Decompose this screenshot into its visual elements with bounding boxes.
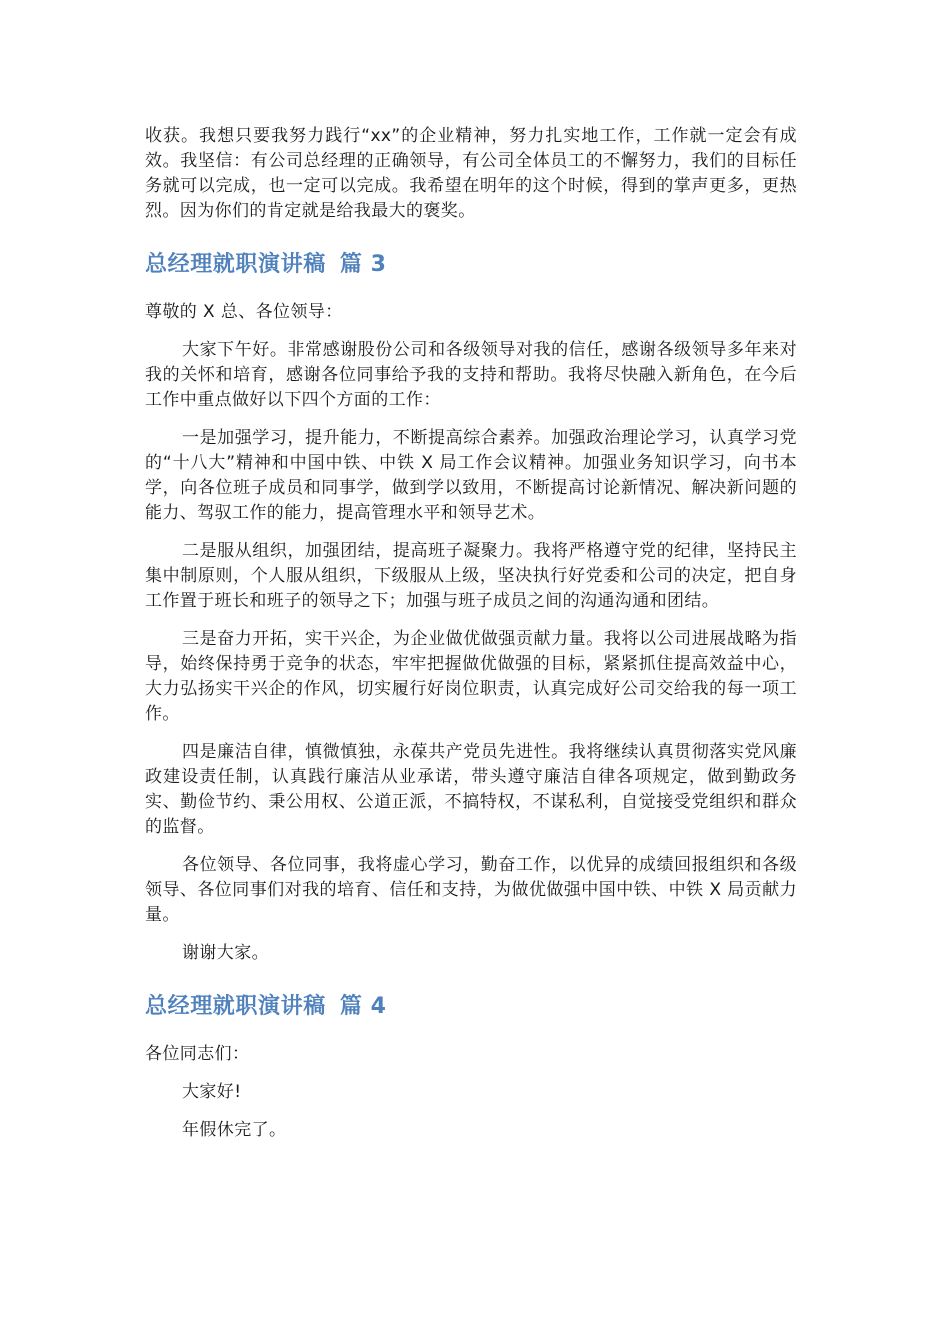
section-4-salutation: 各位同志们： — [145, 1044, 250, 1064]
section-3-number: 篇 3 — [339, 252, 387, 277]
section-3-heading — [145, 250, 797, 280]
section-4-paragraph: 年假休完了。 — [182, 1120, 287, 1140]
section-3-paragraph: 四是廉洁自律，慎微慎独，永葆共产党员先进性。我将继续认真贯彻落实党风廉政建设责任制，认真践行廉洁从业承诺，带头遵守廉洁自律各项规定，做到勤政务实、勤俭节约、秉公用权、公道正派，不搞特权，不谋私利，自觉接受党组织和群众的监督。 — [145, 742, 797, 837]
section-3-paragraph: 三是奋力开拓，实干兴企，为企业做优做强贡献力量。我将以公司进展战略为指导，始终保持勇于竞争的状态，牢牢把握做优做强的目标，紧紧抓住提高效益中心，大力弘扬实干兴企的作风，切实履行好岗位职责，认真完成好公司交给我的每一项工作。 — [145, 629, 797, 724]
section-4-paragraph: 大家好! — [182, 1082, 242, 1102]
section-3-closing: 谢谢大家。 — [182, 943, 269, 963]
section-3-salutation: 尊敬的 X 总、各位领导： — [145, 302, 343, 322]
section-4-number: 篇 4 — [339, 994, 387, 1019]
section-3-paragraph: 大家下午好。非常感谢股份公司和各级领导对我的信任，感谢各级领导多年来对我的关怀和培育，感谢各位同事给予我的支持和帮助。我将尽快融入新角色，在今后工作中重点做好以下四个方面的工作： — [145, 340, 797, 410]
document-page — [145, 124, 797, 1156]
section-3-paragraph: 二是服从组织，加强团结，提高班子凝聚力。我将严格遵守党的纪律，坚持民主集中制原则，个人服从组织，下级服从上级，坚决执行好党委和公司的决定，把自身工作置于班长和班子的领导之下；加强与班子成员之间的沟通沟通和团结。 — [145, 541, 797, 611]
section-4-heading — [145, 992, 797, 1022]
section-3-paragraph: 各位领导、各位同事，我将虚心学习，勤奋工作，以优异的成绩回报组织和各级领导、各位同事们对我的培育、信任和支持，为做优做强中国中铁、中铁 X 局贡献力量。 — [145, 855, 797, 925]
section-3-paragraph: 一是加强学习，提升能力，不断提高综合素养。加强政治理论学习，认真学习党的“十八大”精神和中国中铁、中铁 X 局工作会议精神。加强业务知识学习，向书本学，向各位班子成员和同事学，做到学以致用，不断提高讨论新情况、解决新问题的能力、驾驭工作的能力，提高管理水平和领导艺术。 — [145, 428, 797, 523]
section-4-title: 总经理就职演讲稿 — [145, 994, 326, 1019]
section-3-title: 总经理就职演讲稿 — [145, 252, 326, 277]
intro-paragraph: 收获。我想只要我努力践行“xx”的企业精神，努力扎实地工作，工作就一定会有成效。我坚信：有公司总经理的正确领导，有公司全体员工的不懈努力，我们的目标任务就可以完成，也一定可以完成。我希望在明年的这个时候，得到的掌声更多，更热烈。因为你们的肯定就是给我最大的褒奖。 — [145, 126, 797, 221]
